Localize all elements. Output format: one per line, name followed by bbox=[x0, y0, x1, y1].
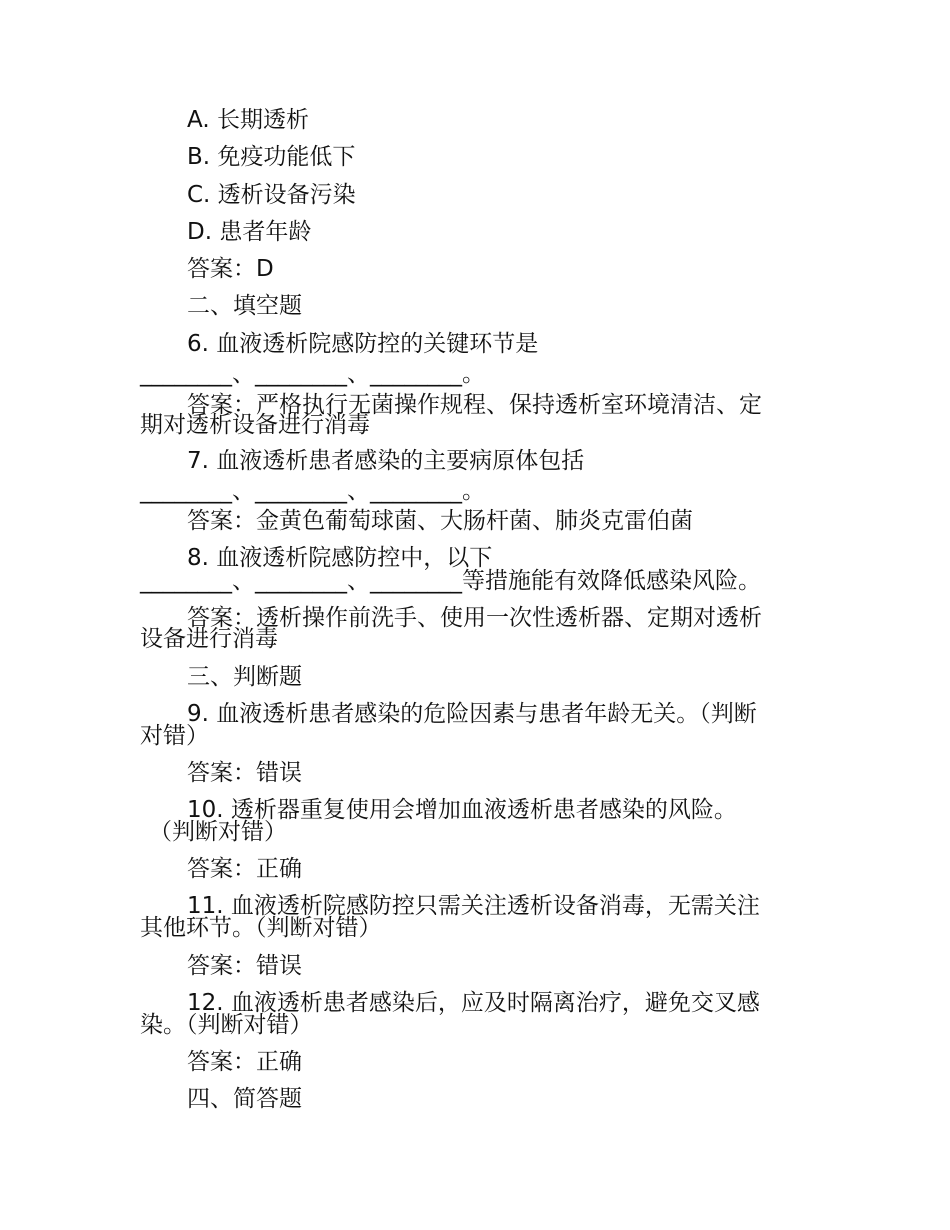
answer-10: 答案：正确 bbox=[187, 856, 302, 882]
question-12-line-2: 染。（判断对错） bbox=[140, 1012, 313, 1038]
question-12-line-1: 12. 血液透析患者感染后，应及时隔离治疗，避免交叉感 bbox=[187, 990, 760, 1016]
question-9-line-1: 9. 血液透析患者感染的危险因素与患者年龄无关。（判断 bbox=[187, 701, 757, 727]
question-7: 7. 血液透析患者感染的主要病原体包括 bbox=[187, 448, 585, 474]
answer-8-line-1: 答案：透析操作前洗手、使用一次性透析器、定期对透析 bbox=[187, 605, 762, 631]
answer-8-line-2: 设备进行消毒 bbox=[140, 626, 278, 652]
option-d: D. 患者年龄 bbox=[187, 219, 312, 245]
question-8: 8. 血液透析院感防控中，以下 bbox=[187, 545, 493, 571]
question-10-line-2: （判断对错） bbox=[149, 819, 287, 845]
question-11-line-2: 其他环节。（判断对错） bbox=[140, 915, 382, 941]
section-heading-fill-in: 二、填空题 bbox=[187, 293, 302, 319]
question-9-line-2: 对错） bbox=[140, 723, 209, 749]
question-6: 6. 血液透析院感防控的关键环节是 bbox=[187, 331, 539, 357]
answer-12: 答案：正确 bbox=[187, 1049, 302, 1075]
question-6-blanks: ________、________、________。 bbox=[140, 361, 485, 387]
answer-9: 答案：错误 bbox=[187, 760, 302, 786]
answer-11: 答案：错误 bbox=[187, 953, 302, 979]
question-8-blanks: ________、________、________等措施能有效降低感染风险。 bbox=[140, 568, 761, 594]
answer-6-line-1: 答案：严格执行无菌操作规程、保持透析室环境清洁、定 bbox=[187, 392, 762, 418]
section-heading-short-answer: 四、简答题 bbox=[187, 1086, 302, 1112]
section-heading-true-false: 三、判断题 bbox=[187, 664, 302, 690]
answer-5: 答案：D bbox=[187, 256, 274, 282]
question-7-blanks: ________、________、________。 bbox=[140, 478, 485, 504]
option-c: C. 透析设备污染 bbox=[187, 182, 356, 208]
question-10-line-1: 10. 透析器重复使用会增加血液透析患者感染的风险。 bbox=[187, 797, 737, 823]
option-a: A. 长期透析 bbox=[187, 107, 309, 133]
option-b: B. 免疫功能低下 bbox=[187, 144, 356, 170]
answer-6-line-2: 期对透析设备进行消毒 bbox=[140, 412, 370, 438]
answer-7: 答案：金黄色葡萄球菌、大肠杆菌、肺炎克雷伯菌 bbox=[187, 508, 693, 534]
question-11-line-1: 11. 血液透析院感防控只需关注透析设备消毒，无需关注 bbox=[187, 893, 760, 919]
